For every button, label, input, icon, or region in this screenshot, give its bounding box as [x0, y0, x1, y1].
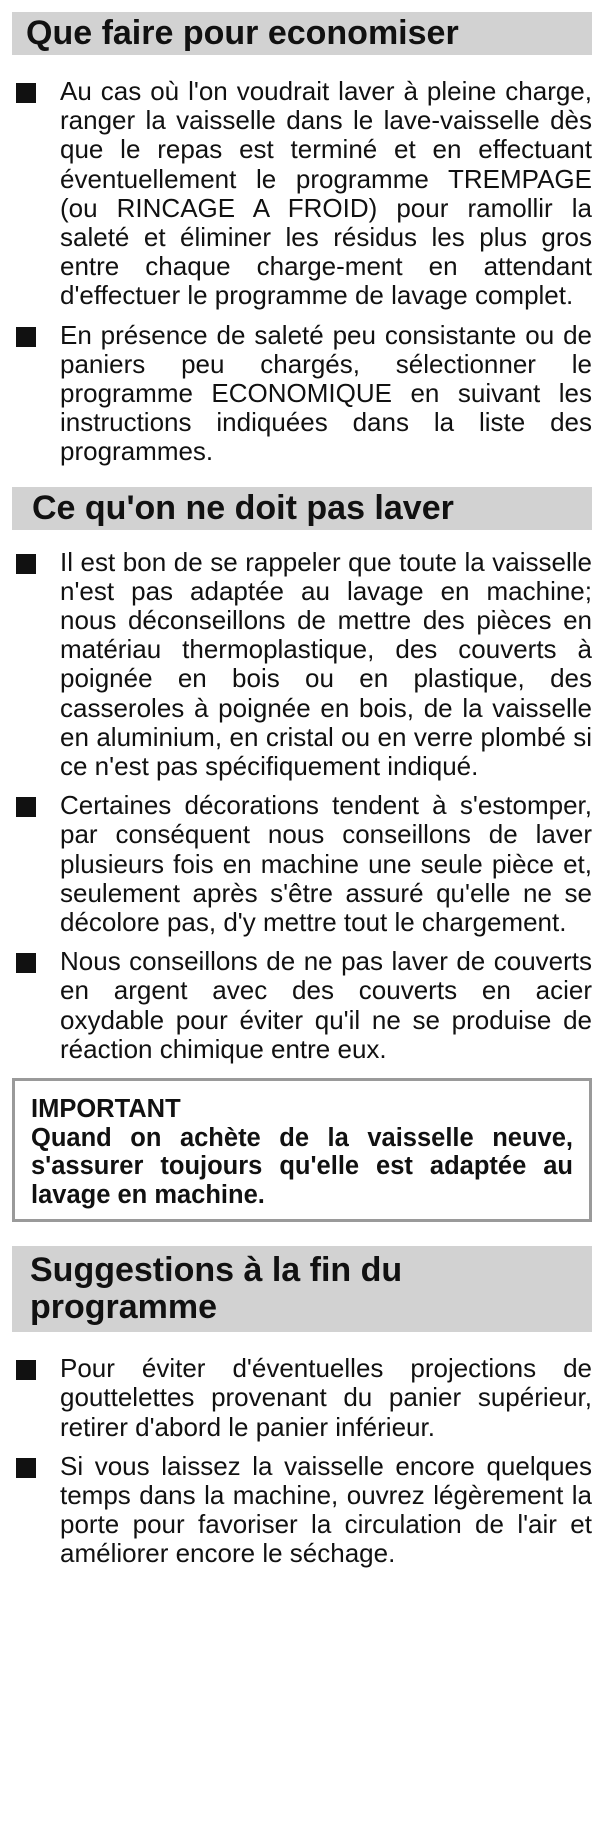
list-item	[12, 947, 592, 1064]
list-item-text: Pour éviter d'éventuelles projections de gouttelettes provenant du panier supérieur, retirer d'abord le panier inférieur.	[60, 1353, 592, 1442]
list-item	[12, 1452, 592, 1569]
square-bullet-icon	[16, 327, 36, 347]
list-item-text: En présence de saleté peu consistante ou de paniers peu chargés, sélectionner le programme ECONOMIQUE en suivant les instructions indiquées dans la liste des programmes.	[60, 319, 592, 467]
square-bullet-icon	[16, 1360, 36, 1380]
ne-pas-laver-list	[12, 548, 592, 1064]
list-item	[12, 321, 592, 467]
important-notice	[12, 1078, 592, 1222]
section-header-ne-pas-laver: Ce qu'on ne doit pas laver	[12, 487, 592, 530]
section-header-economiser: Que faire pour economiser	[12, 12, 592, 55]
suggestions-list	[12, 1354, 592, 1568]
list-item	[12, 77, 592, 311]
list-item	[12, 791, 592, 937]
section-header-suggestions: Suggestions à la fin du programme	[12, 1246, 592, 1332]
list-item-text: Si vous laissez la vaisselle encore quelques temps dans la machine, ouvrez légèrement la porte pour favoriser la circulation de l'air et améliorer encore le séchage.	[60, 1450, 592, 1569]
list-item	[12, 1354, 592, 1442]
square-bullet-icon	[16, 1458, 36, 1478]
list-item-text: Nous conseillons de ne pas laver de couverts en argent avec des couverts en acier oxydable pour éviter qu'il ne se produise de réaction chimique entre eux.	[60, 946, 592, 1064]
square-bullet-icon	[16, 953, 36, 973]
instructions-page	[12, 12, 592, 1569]
important-title: IMPORTANT	[31, 1095, 181, 1124]
list-item	[12, 548, 592, 782]
square-bullet-icon	[16, 83, 36, 103]
economiser-list	[12, 77, 592, 467]
square-bullet-icon	[16, 554, 36, 574]
important-text: Quand on achète de la vaisselle neuve, s'assurer toujours qu'elle est adaptée au lavage en machine.	[31, 1123, 573, 1209]
list-item-text: Certaines décorations tendent à s'estomper, par conséquent nous conseillons de laver plusieurs fois en machine une seule pièce et, seulement après s'être assuré qu'elle ne se décolore pas, d'y mettre tout le chargement.	[60, 790, 592, 938]
square-bullet-icon	[16, 797, 36, 817]
list-item-text: Au cas où l'on voudrait laver à pleine charge, ranger la vaisselle dans le lave-vaisselle dès que le repas est terminé et en effectuant éventuellement le programme TREMPAGE (ou RINCAGE A FROID) pour ramollir la saleté et éliminer les résidus les plus gros entre chaque charge-ment en attendant d'effectuer le programme de lavage complet.	[60, 76, 592, 311]
list-item-text: Il est bon de se rappeler que toute la vaisselle n'est pas adaptée au lavage en machine; nous déconseillons de mettre des pièces en matériau thermoplastique, des couverts à poignée en bois ou en plastique, des casseroles à poignée en bois, de la vaisselle en aluminium, en cristal ou en verre plombé si ce n'est pas spécifiquement indiqué.	[60, 546, 592, 782]
